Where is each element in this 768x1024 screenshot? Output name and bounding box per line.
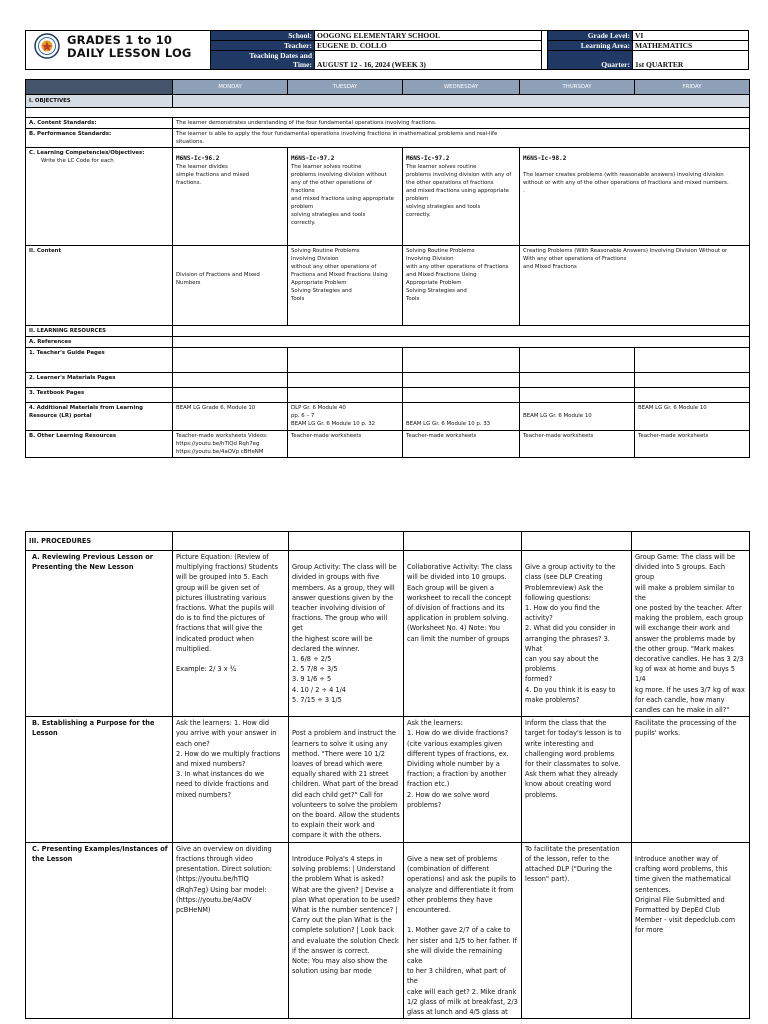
textbook-pages-label: 3. Textbook Pages	[26, 388, 173, 403]
purpose-friday: Facilitate the processing of the pupils' works.	[632, 717, 750, 842]
review-friday: Group Game: The class will be divided into 5 groups. Each group will make a problem similar to the one posted by the teacher. After making the problem, each group will exchange their work and answer the problems made by the other group. "Mark makes decorative candles. He has 3 2/3 kg of wax at home and buys 5 1/4 kg more. If he uses 3/7 kg of wax for each candle, how many candles can he make in all?"	[632, 551, 750, 717]
area-label: Learning Area:	[548, 41, 633, 51]
competencies-label: C. Learning Competencies/Objectives: Write the LC Code for each	[26, 148, 173, 246]
objectives-heading: I. OBJECTIVES	[26, 95, 173, 108]
school-info-table	[210, 30, 542, 70]
review-thursday: Give a group activity to the class (see DLP Creating Problemreview) Ask the following questions: 1. How do you find the activity? 2. What did you consider in arranging the phrases? 3. What can you say about the problems formed? 4. Do you think it is easy to make problems?	[522, 551, 632, 717]
content-standards-text: The learner demonstrates understanding of the four fundamental operations involving fractions.	[173, 118, 750, 129]
grade-label: Grade Level:	[548, 31, 633, 41]
other-wednesday: Teacher-made worksheets	[403, 431, 520, 458]
day-tuesday: TUESDAY	[288, 80, 403, 95]
purpose-label: B. Establishing a Purpose for the Lesson	[26, 717, 173, 842]
day-wednesday: WEDNESDAY	[403, 80, 520, 95]
competency-monday: M6NS-Ic-96.2 The learner divides simple fractions and mixed fractions.	[173, 148, 288, 246]
review-lesson-label: A. Reviewing Previous Lesson or Presenting the New Lesson	[26, 551, 173, 717]
review-wednesday: Collaborative Activity: The class will be divided into 10 groups. Each group will be given a worksheet to recall the concept of division of fractions and its application in problem solving. (Worksheet No. 4) Note: You can limit the number of groups	[404, 551, 522, 717]
dates-label: Teaching Dates and Time:	[211, 51, 315, 70]
procedures-heading: III. PROCEDURES	[26, 532, 173, 551]
review-monday: Picture Equation: (Review of multiplying fractions) Students will be grouped into 5. Each group will be given set of pictures illustrating various fractions. What the pupils will do is to find the pictures of fractions that will give the indicated product when multiplied. Example: 2/ 3 x ¾	[173, 551, 289, 717]
other-monday: Teacher-made worksheets Videos: https://youtu.be/hTlQd Rqh7eg https://youtu.be/4aOVp cBHeNM	[173, 431, 288, 458]
performance-standards-text: The learner is able to apply the four fundamental operations involving fractions in mathematical problems and real-life situations.	[173, 129, 750, 148]
procedures-table	[25, 531, 750, 1019]
other-tuesday: Teacher-made worksheets	[288, 431, 403, 458]
examples-monday: Give an overview on dividing fractions through video presentation. Direct solution: (https://youtu.be/hTlQ dRqh7eg) Using bar model: (https://youtu.be/4aOV pcBHeNM)	[173, 842, 289, 1018]
competency-thursday-friday: M6NS-Ic-98.2 The learner creates problems (with reasonable answers) involving division without or with any of the other operations of fractions and mixed numbers. .	[520, 148, 750, 246]
content-tuesday: Solving Routine Problems Involving Division without any other operations of Fractions and Mixed Fractions Using Appropriate Problem Solving Strategies and Tools	[288, 246, 403, 326]
purpose-monday: Ask the learners: 1. How did you arrive with your answer in each one? 2. How do we multiply fractions and mixed numbers? 3. In what instances do we need to divide fractions and mixed numbers?	[173, 717, 289, 842]
learning-resources-heading: II. LEARNING RESOURCES	[26, 326, 173, 337]
competency-wednesday: M6NS-Ic-97.2 The learner solves routine problems involving division with any of the other operations of fractions and mixed fractions using appropriate problem solving strategies and tools correctly.	[403, 148, 520, 246]
other-resources-label: B. Other Learning Resources	[26, 431, 173, 458]
content-standards-label: A. Content Standards:	[26, 118, 173, 129]
days-header-row	[26, 80, 750, 95]
lr-friday: BEAM LG Gr. 6 Module 10	[635, 403, 750, 431]
references-label: A. References	[26, 337, 173, 348]
days-header-blank	[26, 80, 173, 95]
day-monday: MONDAY	[173, 80, 288, 95]
grade-value: VI	[633, 31, 749, 41]
examples-tuesday: Introduce Polya's 4 steps in solving problems: | Understand the problem What is asked? What are the given? | Devise a plan What operation to be used? What is the number sentence? | Carry out the plan What is the complete solution? | Look back and evaluate the solution Check if the answer is correct. Note: You may also show the solution using bar mode	[289, 842, 404, 1018]
quarter-label: Quarter:	[548, 51, 633, 70]
dates-value: AUGUST 12 - 16, 2024 (WEEK 3)	[315, 51, 542, 70]
title-line-1: GRADES 1 to 10	[67, 33, 173, 47]
purpose-wednesday: Ask the learners: 1. How do we divide fractions? (cite various examples given different types of fractions, ex. Dividing whole number by a fraction; a fraction by another fraction etc.) 2. How do we solve word problems?	[404, 717, 522, 842]
content-label: II. Content	[26, 246, 173, 326]
content-thursday-friday: Creating Problems (With Reasonable Answers) Involving Division Without or With any other operations of Fractions and Mixed Fractions	[520, 246, 750, 326]
deped-seal-icon	[34, 33, 60, 59]
competency-tuesday: M6NS-Ic-97.2 The learner solves routine problems involving division without any of the other operations of fractions and mixed fractions using appropriate problem solving strategies and tools correctly.	[288, 148, 403, 246]
review-tuesday: Group Activity: The class will be divided in groups with five members. As a group, they will answer questions given by the teacher involving division of fractions. The group who will get the highest score will be declared the winner. 1. 6/8 ÷ 2/5 2. 5 7/8 ÷ 3/5 3. 9 1/6 ÷ 5 4. 10 / 2 ÷ 4 1/4 5. 7/15 ÷ 3 1/5	[289, 551, 404, 717]
document-title	[67, 34, 192, 60]
lr-portal-label: 4. Additional Materials from Learning Resource (LR) portal	[26, 403, 173, 431]
lr-monday: BEAM LG Grade 6, Module 10	[173, 403, 288, 431]
title-line-2: DAILY LESSON LOG	[67, 46, 192, 60]
day-friday: FRIDAY	[635, 80, 750, 95]
day-thursday: THURSDAY	[520, 80, 635, 95]
examples-friday: Introduce another way of crafting word problems, this time given the mathematical sentences. Original File Submitted and Formatted by DepEd Club Member - visit depedclub.com for more	[632, 842, 750, 1018]
purpose-tuesday: Post a problem and instruct the learners to solve it using any method. "There were 10 1/2 loaves of bread which were equally shared with 21 street children. What part of the bread did each child get?" Call for volunteers to solve the problem on the board. Allow the students to explain their work and compare it with the others.	[289, 717, 404, 842]
area-value: MATHEMATICS	[633, 41, 749, 51]
school-label: School:	[211, 31, 315, 41]
other-friday: Teacher-made worksheets	[635, 431, 750, 458]
examples-label: C. Presenting Examples/Instances of the Lesson	[26, 842, 173, 1018]
lr-tuesday: DLP Gr. 6 Module 40 pp. 6 – 7 BEAM LG Gr. 6 Module 10 p. 32	[288, 403, 403, 431]
objectives-table	[25, 79, 750, 458]
lr-wednesday: BEAM LG Gr. 6 Module 10 p. 33	[403, 403, 520, 431]
teacher-label: Teacher:	[211, 41, 315, 51]
purpose-thursday: Inform the class that the target for today's lesson is to write interesting and challenging word problems for their classmates to solve. Ask them what they already know about creating word problems.	[522, 717, 632, 842]
learners-materials-label: 2. Learner's Materials Pages	[26, 373, 173, 388]
content-monday: Division of Fractions and Mixed Numbers	[173, 246, 288, 326]
quarter-value: 1st QUARTER	[633, 51, 749, 70]
lr-thursday: BEAM LG Gr. 6 Module 10	[520, 403, 635, 431]
examples-wednesday: Give a new set of problems (combination of different operations) and ask the pupils to analyze and differentiate it from other problems they have encountered. 1. Mother gave 2/7 of a cake to her sister and 1/5 to her father. If she will divide the remaining cake to her 3 children, what part of the cake will each get? 2. Mike drank 1/2 glass of milk at breakfast, 2/3 glass at lunch and 4/5 glass at	[404, 842, 522, 1018]
teacher-value: EUGENE D. COLLO	[315, 41, 542, 51]
examples-thursday: To facilitate the presentation of the lesson, refer to the attached DLP ("During the lesson" part).	[522, 842, 632, 1018]
school-value: OOGONG ELEMENTARY SCHOOL	[315, 31, 542, 41]
performance-standards-label: B. Performance Standards:	[26, 129, 173, 148]
teachers-guide-label: 1. Teacher's Guide Pages	[26, 348, 173, 373]
content-wednesday: Solving Routine Problems Involving Division with any other operations of Fractions and Mixed Fractions Using Appropriate Problem Solving Strategies and Tools	[403, 246, 520, 326]
other-thursday: Teacher-made worksheets	[520, 431, 635, 458]
grade-info-table	[547, 30, 749, 70]
